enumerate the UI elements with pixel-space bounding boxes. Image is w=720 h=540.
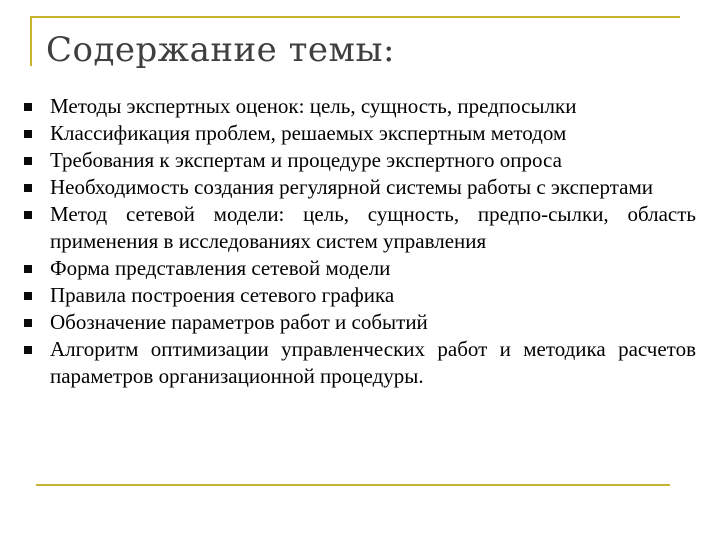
bullet-text: Правила построения сетевого графика	[50, 283, 395, 307]
bullet-item	[20, 309, 696, 336]
bullet-text: Обозначение параметров работ и событий	[50, 310, 428, 334]
square-bullet-icon	[24, 184, 32, 192]
square-bullet-icon	[24, 103, 32, 111]
bullet-text: Необходимость создания регулярной системы работы с экспертами	[50, 175, 653, 199]
slide-title: Содержание темы:	[46, 30, 395, 70]
bullet-text: Требования к экспертам и процедуре экспертного опроса	[50, 148, 562, 172]
title-frame-top-line	[30, 16, 680, 18]
square-bullet-icon	[24, 265, 32, 273]
square-bullet-icon	[24, 292, 32, 300]
bullet-item	[20, 120, 696, 147]
square-bullet-icon	[24, 346, 32, 354]
bullet-item	[20, 201, 696, 255]
bullet-text: Классификация проблем, решаемых экспертным методом	[50, 121, 567, 145]
bottom-divider-line	[36, 484, 670, 486]
bullet-item	[20, 282, 696, 309]
bullet-text: Алгоритм оптимизации управленческих работ и методика расчетов параметров организационной процедуры.	[50, 337, 696, 388]
square-bullet-icon	[24, 319, 32, 327]
square-bullet-icon	[24, 211, 32, 219]
bullet-item	[20, 93, 696, 120]
square-bullet-icon	[24, 157, 32, 165]
bullet-item	[20, 147, 696, 174]
bullet-item	[20, 174, 696, 201]
title-frame-left-line	[30, 16, 32, 66]
bullet-item	[20, 336, 696, 390]
bullet-text: Форма представления сетевой модели	[50, 256, 391, 280]
bullet-text: Метод сетевой модели: цель, сущность, предпо-сылки, область применения в исследованиях систем управления	[50, 202, 696, 253]
bullet-item	[20, 255, 696, 282]
bullet-text: Методы экспертных оценок: цель, сущность, предпосылки	[50, 94, 577, 118]
bullet-list	[20, 93, 696, 390]
square-bullet-icon	[24, 130, 32, 138]
